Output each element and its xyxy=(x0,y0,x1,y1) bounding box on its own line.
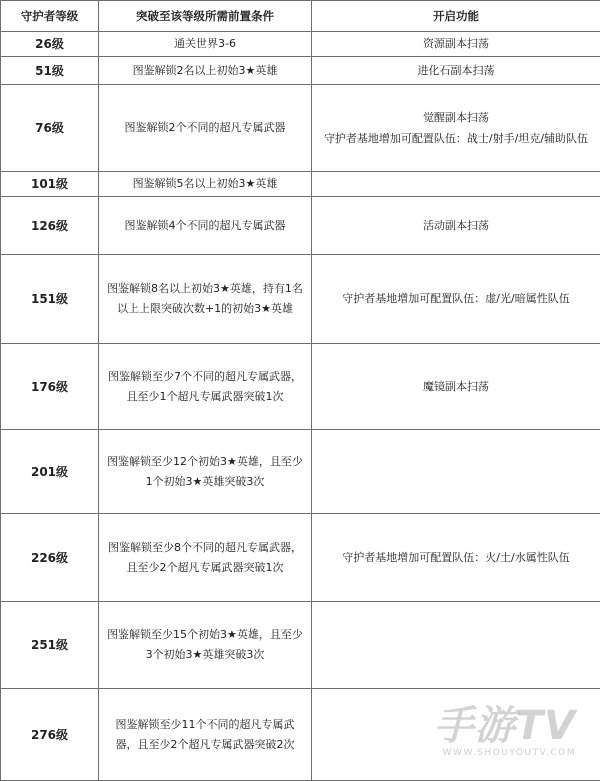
watermark-url: WWW.SHOUYOUTV.COM xyxy=(434,748,576,758)
table-row xyxy=(1,602,600,689)
header-requirement: 突破至该等级所需前置条件 xyxy=(99,1,312,32)
level-cell: 226级 xyxy=(1,514,99,602)
feature-cell xyxy=(312,602,600,689)
requirement-cell: 图鉴解锁2个不同的超凡专属武器 xyxy=(99,85,312,172)
table-row xyxy=(1,32,600,57)
table-row xyxy=(1,514,600,602)
requirement-cell: 图鉴解锁至少7个不同的超凡专属武器，且至少1个超凡专属武器突破1次 xyxy=(99,344,312,430)
watermark-logo: 手游TV xyxy=(434,706,576,746)
feature-cell xyxy=(312,172,600,197)
table-header-row xyxy=(1,1,600,32)
requirement-cell: 图鉴解锁8名以上初始3★英雄，持有1名以上上限突破次数+1的初始3★英雄 xyxy=(99,255,312,344)
feature-cell: 活动副本扫荡 xyxy=(312,197,600,255)
table-row xyxy=(1,689,600,781)
requirement-cell: 图鉴解锁至少12个初始3★英雄，且至少1个初始3★英雄突破3次 xyxy=(99,430,312,514)
header-guardian-level: 守护者等级 xyxy=(1,1,99,32)
header-unlocked-feature: 开启功能 xyxy=(312,1,600,32)
requirement-cell: 图鉴解锁至少11个不同的超凡专属武器，且至少2个超凡专属武器突破2次 xyxy=(99,689,312,781)
level-cell: 26级 xyxy=(1,32,99,57)
requirement-cell: 图鉴解锁4个不同的超凡专属武器 xyxy=(99,197,312,255)
requirement-cell: 通关世界3-6 xyxy=(99,32,312,57)
table-row xyxy=(1,344,600,430)
feature-cell: 魔镜副本扫荡 xyxy=(312,344,600,430)
level-cell: 176级 xyxy=(1,344,99,430)
level-cell: 51级 xyxy=(1,57,99,85)
feature-cell: 守护者基地增加可配置队伍：虚/光/暗属性队伍 xyxy=(312,255,600,344)
table-row xyxy=(1,255,600,344)
table-row xyxy=(1,85,600,172)
feature-cell: 资源副本扫荡 xyxy=(312,32,600,57)
feature-cell xyxy=(312,430,600,514)
requirement-cell: 图鉴解锁2名以上初始3★英雄 xyxy=(99,57,312,85)
level-cell: 101级 xyxy=(1,172,99,197)
level-cell: 276级 xyxy=(1,689,99,781)
level-cell: 76级 xyxy=(1,85,99,172)
table-row xyxy=(1,172,600,197)
feature-cell: 守护者基地增加可配置队伍：火/土/水属性队伍 xyxy=(312,514,600,602)
level-cell: 251级 xyxy=(1,602,99,689)
feature-cell xyxy=(312,689,600,781)
feature-cell: 进化石副本扫荡 xyxy=(312,57,600,85)
feature-cell: 觉醒副本扫荡 守护者基地增加可配置队伍：战士/射手/坦克/辅助队伍 xyxy=(312,85,600,172)
table-row xyxy=(1,57,600,85)
level-cell: 151级 xyxy=(1,255,99,344)
level-cell: 201级 xyxy=(1,430,99,514)
level-cell: 126级 xyxy=(1,197,99,255)
requirement-cell: 图鉴解锁5名以上初始3★英雄 xyxy=(99,172,312,197)
table-row xyxy=(1,197,600,255)
requirement-cell: 图鉴解锁至少15个初始3★英雄，且至少3个初始3★英雄突破3次 xyxy=(99,602,312,689)
requirement-cell: 图鉴解锁至少8个不同的超凡专属武器，且至少2个超凡专属武器突破1次 xyxy=(99,514,312,602)
table-row xyxy=(1,430,600,514)
